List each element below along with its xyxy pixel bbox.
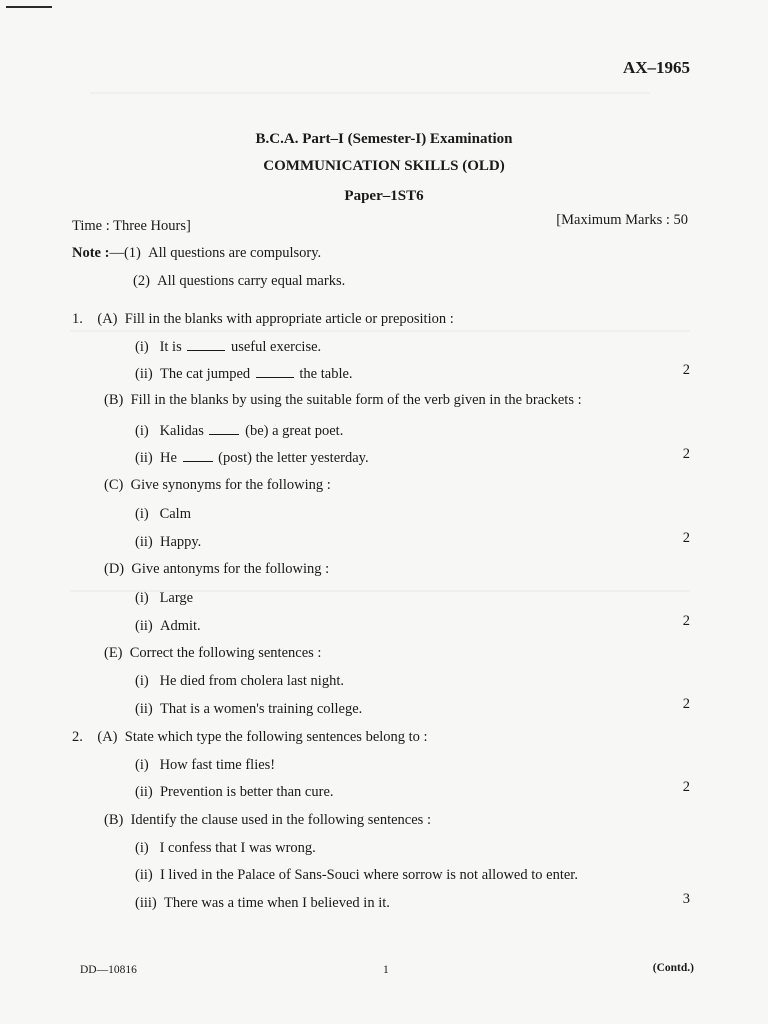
question-1-b: (B) Fill in the blanks by using the suitable form of the verb given in the brackets : bbox=[104, 392, 582, 408]
continued-label: (Contd.) bbox=[652, 962, 694, 974]
maximum-marks: [Maximum Marks : 50 bbox=[556, 212, 688, 228]
question-2-a: 2. (A) State which type the following sentences belong to : bbox=[72, 729, 428, 745]
q1e-marks: 2 bbox=[682, 696, 690, 712]
q1c-marks: 2 bbox=[682, 530, 690, 546]
q1b-marks: 2 bbox=[682, 446, 690, 462]
bleed-through-shade bbox=[70, 330, 690, 332]
question-2-b: (B) Identify the clause used in the following sentences : bbox=[104, 812, 431, 828]
bleed-through-shade bbox=[90, 92, 650, 94]
exam-title: B.C.A. Part–I (Semester-I) Examination bbox=[255, 131, 513, 147]
footer-code: DD—10816 bbox=[80, 964, 137, 976]
time-allowed: Time : Three Hours] bbox=[72, 218, 191, 234]
q1b-item-i: (i) Kalidas (be) a great poet. bbox=[135, 423, 344, 439]
q2a-item-i: (i) How fast time flies! bbox=[135, 757, 276, 773]
fill-blank bbox=[183, 449, 213, 462]
q1d-item-i: (i) Large bbox=[135, 590, 194, 606]
scan-edge-mark bbox=[6, 6, 52, 8]
q2a-marks: 2 bbox=[682, 779, 690, 795]
q1b-item-ii: (ii) He (post) the letter yesterday. bbox=[135, 450, 369, 466]
q1a-marks: 2 bbox=[682, 362, 690, 378]
q2b-item-i: (i) I confess that I was wrong. bbox=[135, 840, 316, 856]
q2b-item-iii: (iii) There was a time when I believed in it. bbox=[135, 895, 390, 911]
q1e-item-i: (i) He died from cholera last night. bbox=[135, 673, 344, 689]
q1a-item-i: (i) It is useful exercise. bbox=[135, 339, 322, 355]
fill-blank bbox=[256, 365, 294, 378]
paper-code: AX–1965 bbox=[622, 58, 690, 77]
subject-title: COMMUNICATION SKILLS (OLD) bbox=[263, 158, 505, 174]
question-1-e: (E) Correct the following sentences : bbox=[104, 645, 322, 661]
q2a-item-ii: (ii) Prevention is better than cure. bbox=[135, 784, 334, 800]
fill-blank bbox=[187, 338, 225, 351]
q1e-item-ii: (ii) That is a women's training college. bbox=[135, 701, 363, 717]
fill-blank bbox=[209, 422, 239, 435]
q1a-item-ii: (ii) The cat jumped the table. bbox=[135, 366, 353, 382]
q2b-item-ii: (ii) I lived in the Palace of Sans-Souci where sorrow is not allowed to enter. bbox=[135, 867, 578, 883]
q1d-item-ii: (ii) Admit. bbox=[135, 618, 201, 634]
question-1-c: (C) Give synonyms for the following : bbox=[104, 477, 331, 493]
question-1-a: 1. (A) Fill in the blanks with appropriate article or preposition : bbox=[72, 311, 454, 327]
q1c-item-ii: (ii) Happy. bbox=[135, 534, 202, 550]
q1c-item-i: (i) Calm bbox=[135, 506, 191, 522]
paper-number: Paper–1ST6 bbox=[344, 188, 424, 204]
question-1-d: (D) Give antonyms for the following : bbox=[104, 561, 330, 577]
note-label: Note : bbox=[72, 245, 110, 261]
q1d-marks: 2 bbox=[682, 613, 690, 629]
page-number: 1 bbox=[383, 964, 389, 976]
q2b-marks: 3 bbox=[682, 891, 690, 907]
note-line-1: Note :—(1) All questions are compulsory. bbox=[72, 245, 322, 261]
note-line-2: (2) All questions carry equal marks. bbox=[133, 273, 346, 289]
